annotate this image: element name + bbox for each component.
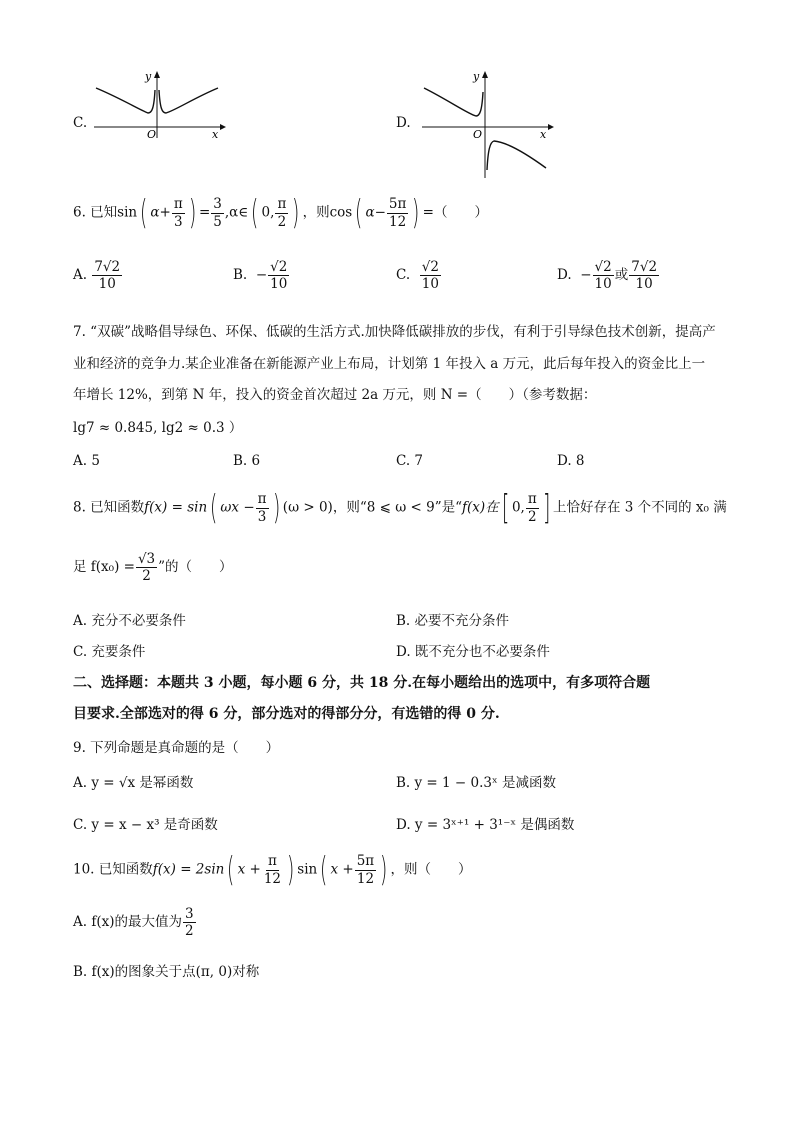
q9-option-c: C. y = x − x³ 是奇函数 xyxy=(73,817,218,833)
graph-d-origin: O xyxy=(473,128,483,141)
q8-sqrt3-over-2 xyxy=(136,552,157,583)
q8-omega-x: ωx − xyxy=(220,499,255,516)
q6-pi2-den: 2 xyxy=(277,213,287,230)
q6-c-frac xyxy=(420,260,441,291)
graph-d-curve-right xyxy=(487,141,546,170)
q8-zero: 0, xyxy=(511,499,525,516)
graph-d-y-label: y xyxy=(473,70,480,83)
q9-stem: 9. 下列命题是真命题的是（ ） xyxy=(73,740,280,756)
q8-option-d: D. 既不充分也不必要条件 xyxy=(396,644,550,660)
q8-pi-num: π xyxy=(257,491,267,508)
q8-line2-start: 足 f(x₀) = xyxy=(73,559,135,576)
graph-c-x-arrow xyxy=(220,124,226,130)
q8-prefix: 8. 已知函数 xyxy=(73,499,145,516)
q6-option-c xyxy=(396,260,442,291)
q10-pi-den: 12 xyxy=(263,870,282,887)
q6-option-b xyxy=(233,260,290,291)
q8-den2: 2 xyxy=(142,568,151,585)
q10-pi-over-12 xyxy=(262,854,283,885)
q6-a-den: 10 xyxy=(98,276,116,293)
graph-c-x-label: x xyxy=(212,128,219,140)
q8-line1 xyxy=(73,488,727,528)
q10-5pi-den: 12 xyxy=(356,870,375,887)
q6-d-den2: 10 xyxy=(635,276,653,293)
graph-d-x-label: x xyxy=(540,128,547,141)
q10-rparen: ) xyxy=(287,850,295,890)
q10-x-plus: x + xyxy=(237,861,261,878)
q6-prefix: 6. 已知 xyxy=(73,204,118,221)
q8-option-a: A. 充分不必要条件 xyxy=(73,613,186,629)
q7-line1: 7. “双碳”战略倡导绿色、环保、低碳的生活方式.加快降低碳排放的步伐，有利于引导绿色技术创新，提高产 xyxy=(73,324,716,340)
q7-option-d: D. 8 xyxy=(557,453,585,469)
q6-pi-den: 3 xyxy=(173,213,183,230)
q8-pi-over-2 xyxy=(526,492,539,523)
q6-b-sign: − xyxy=(255,267,268,284)
q8-pi-den: 3 xyxy=(257,508,267,525)
q10-a-den: 2 xyxy=(184,923,194,940)
q6-sin: sin xyxy=(117,204,138,221)
q6-zero: 0, xyxy=(261,204,275,221)
q9-option-d: D. y = 3ˣ⁺¹ + 3¹⁻ˣ 是偶函数 xyxy=(396,817,575,833)
q7-line3: 年增长 12%，到第 N 年，投入的资金首次超过 2a 万元，则 N =（ ）（参考数据： xyxy=(73,387,597,403)
q7-option-b: B. 6 xyxy=(233,453,261,469)
q8-pi2-den: 2 xyxy=(527,508,537,525)
q6-d-den1: 10 xyxy=(594,276,612,293)
q10-5pi-num: 5π xyxy=(356,853,375,870)
section2-line2: 目要求.全部选对的得 6 分，部分选对的得部分分，有选错的得 0 分. xyxy=(73,706,500,722)
q8-lbracket: [ xyxy=(501,488,509,528)
q6-option-a xyxy=(73,260,123,291)
graph-d-y-arrow xyxy=(482,71,488,78)
q6-d-frac1 xyxy=(593,260,614,291)
q6-d-sign: − xyxy=(580,267,592,284)
q6-5pi-den: 12 xyxy=(389,213,407,230)
q6-rparen2: ) xyxy=(292,193,300,233)
q8-sqrt3: √3 xyxy=(137,551,156,567)
q6-d-or: 或 xyxy=(614,267,629,284)
q10-a-text: A. f(x)的最大值为 xyxy=(73,914,182,931)
q6-frac-den: 5 xyxy=(213,213,222,230)
q6-pi2-num: π xyxy=(277,196,287,213)
option-d-label: D. xyxy=(396,115,411,131)
q8-rbracket: ] xyxy=(542,488,550,528)
q6-alpha-minus: α− xyxy=(365,204,386,221)
q10-rparen2: ) xyxy=(380,850,388,890)
q6-b-den: 10 xyxy=(270,276,288,293)
q10-a-num: 3 xyxy=(184,906,194,922)
q6-a-frac xyxy=(92,260,122,291)
q8-lparen: ( xyxy=(210,488,218,528)
q6-rparen3: ) xyxy=(412,193,420,233)
q7-option-a: A. 5 xyxy=(73,453,100,469)
q8-option-b: B. 必要不充分条件 xyxy=(396,613,510,629)
q10-5pi-over-12 xyxy=(355,854,376,885)
question-6-stem: 6. 已知sin( α+ $\frac{\pi}{3}$ ) = $\frac{3}{5}$ ,α∈( 0, $\frac{\pi}{2}$ ) ，则cos( α− $\frac{5\pi}{12}$ ) =（ ） xyxy=(73,193,488,233)
q6-b-label: B. xyxy=(233,267,248,284)
q8-pi2-num: π xyxy=(527,491,537,508)
q8-fx2: f(x)在 xyxy=(462,499,499,516)
q8-line2-end: ”的（ ） xyxy=(158,559,233,576)
q9-option-b: B. y = 1 − 0.3ˣ 是减函数 xyxy=(396,775,556,791)
q6-b-num: √2 xyxy=(270,259,288,275)
q10-a-frac xyxy=(183,907,196,938)
q6-rparen: ) xyxy=(188,193,196,233)
graph-c-y-label: y xyxy=(145,70,152,83)
q6-frac-num: 3 xyxy=(213,196,222,213)
q6-a-label: A. xyxy=(73,267,88,284)
q6-d-label: D. xyxy=(557,267,572,284)
q8-pi-over-3 xyxy=(256,492,269,523)
q10-prefix: 10. 已知函数 xyxy=(73,861,153,878)
q6-pi-num: π xyxy=(173,196,183,213)
graph-c-curve-left xyxy=(96,88,155,113)
q10-option-b: B. f(x)的图象关于点(π, 0)对称 xyxy=(73,964,260,980)
q7-option-c: C. 7 xyxy=(396,453,424,469)
q6-lparen: ( xyxy=(140,193,148,233)
q6-option-d xyxy=(557,260,660,291)
section2-line1: 二、选择题：本题共 3 小题，每小题 6 分，共 18 分.在每小题给出的选项中，有多项符合题 xyxy=(73,675,651,691)
q6-three-fifths xyxy=(211,197,224,228)
q8-line2 xyxy=(73,552,233,583)
q10-option-a xyxy=(73,907,197,938)
q10-lparen2: ( xyxy=(320,850,328,890)
q10-stem xyxy=(73,850,472,890)
option-c-label: C. xyxy=(73,115,88,131)
graph-d-curve-left xyxy=(424,88,483,116)
q6-alpha-plus: α+ xyxy=(150,204,171,221)
graph-c-curve-right xyxy=(159,88,218,113)
q10-fx: f(x) = 2sin xyxy=(152,861,225,878)
q7-line2: 业和经济的竞争力.某企业准备在新能源产业上布局，计划第 1 年投入 a 万元，此后每年投入的资金比上一 xyxy=(73,356,706,372)
q6-alpha-in: ,α∈ xyxy=(224,204,249,221)
q6-d-frac2 xyxy=(629,260,659,291)
q6-cos: cos xyxy=(329,204,353,221)
q6-5pi-num: 5π xyxy=(388,196,407,213)
q8-fx: f(x) = sin xyxy=(144,499,208,516)
q8-option-c: C. 充要条件 xyxy=(73,644,146,660)
q6-lparen3: ( xyxy=(355,193,363,233)
q6-lparen2: ( xyxy=(251,193,259,233)
q7-line4: lg7 ≈ 0.845, lg2 ≈ 0.3 ） xyxy=(73,420,243,436)
q6-c-num: √2 xyxy=(421,259,439,275)
q6-then: ，则 xyxy=(302,204,330,221)
q6-a-num: 7√2 xyxy=(94,259,121,275)
graph-d-x-arrow xyxy=(548,124,554,130)
q6-d-num2: 7√2 xyxy=(631,259,658,275)
q6-5pi-over-12 xyxy=(387,197,408,228)
q10-x-plus2: x + xyxy=(330,861,354,878)
q10-lparen: ( xyxy=(227,850,235,890)
q10-tail: ，则（ ） xyxy=(390,861,472,878)
q6-c-label: C. xyxy=(396,267,411,284)
q6-pi-over-2 xyxy=(275,197,288,228)
q8-tail: 上恰好存在 3 个不同的 x₀ 满 xyxy=(552,499,727,516)
graph-c xyxy=(90,68,230,140)
q8-cond: (ω > 0)，则“8 ⩽ ω < 9”是“ xyxy=(282,499,463,516)
q6-b-frac xyxy=(268,260,289,291)
q6-c-den: 10 xyxy=(421,276,439,293)
q10-sin: sin xyxy=(297,861,318,878)
q6-pi-over-3 xyxy=(172,197,185,228)
graph-c-y-arrow xyxy=(154,71,160,78)
q8-rparen: ) xyxy=(272,488,280,528)
q9-option-a: A. y = √x 是幂函数 xyxy=(73,775,194,791)
q10-pi-num: π xyxy=(267,853,277,870)
q6-d-num1: √2 xyxy=(594,259,612,275)
graph-d xyxy=(418,68,558,183)
graph-c-origin: O xyxy=(147,128,157,140)
q6-tail: =（ ） xyxy=(422,204,488,221)
